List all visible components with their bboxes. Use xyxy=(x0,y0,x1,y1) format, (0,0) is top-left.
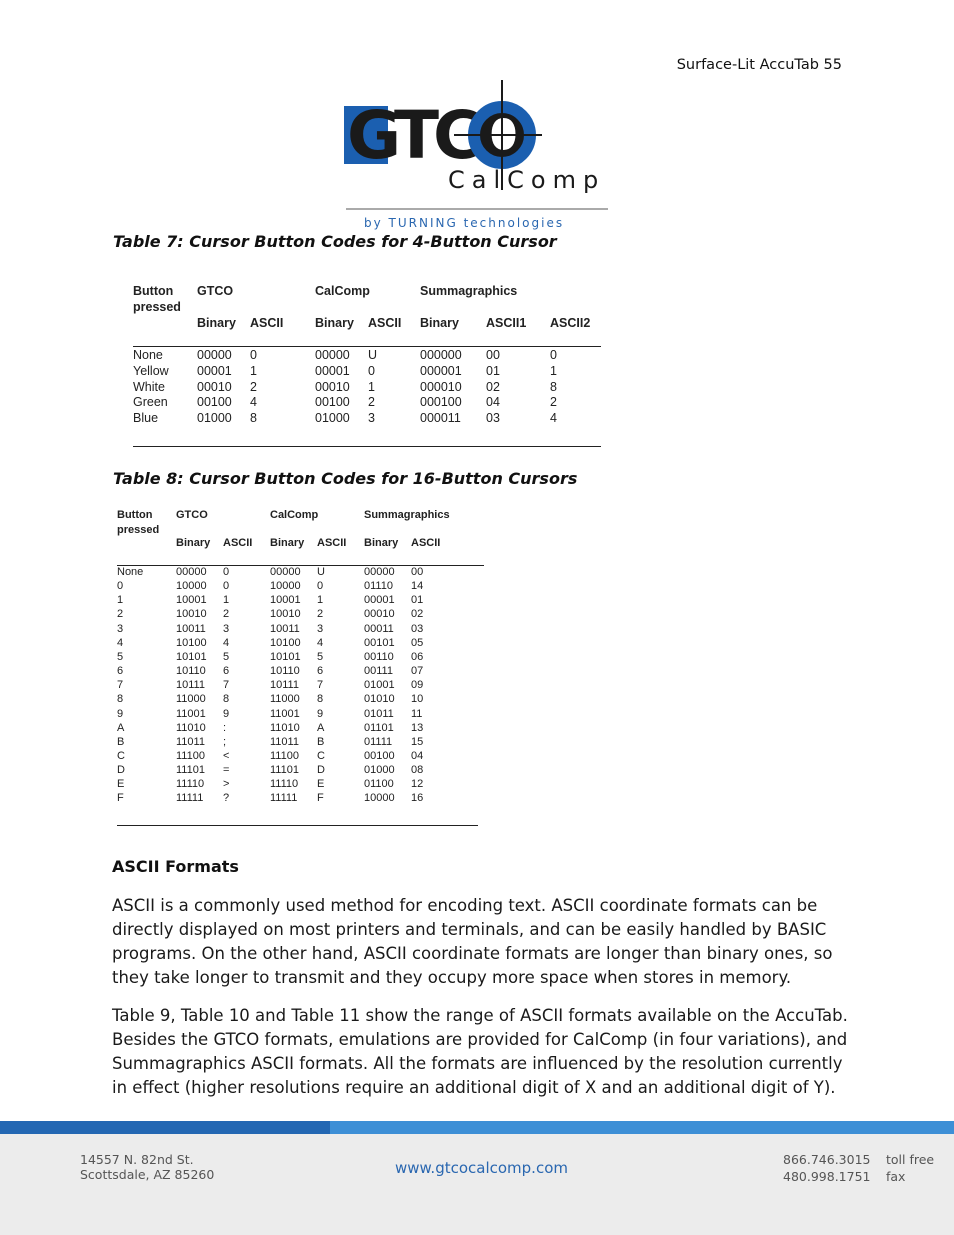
t8-cell-calcomp-ascii: A xyxy=(317,721,325,734)
t8-cell-gtco-binary: 11101 xyxy=(176,764,205,777)
t8-header-calcomp-ascii: ASCII xyxy=(317,537,347,549)
t7-header-calcomp-binary: Binary xyxy=(315,316,354,330)
t8-cell-calcomp-binary: 11000 xyxy=(270,693,300,706)
t7-cell-gtco-ascii: 0 xyxy=(250,348,257,362)
logo-gtco-text: GTCO xyxy=(347,97,526,174)
t8-header-gtco: GTCO xyxy=(176,509,208,521)
t8-cell-calcomp-binary: 10010 xyxy=(270,608,301,621)
t8-cell-calcomp-binary: 11001 xyxy=(270,707,300,720)
t7-header-gtco-ascii: ASCII xyxy=(250,316,284,330)
t8-cell-summa-ascii: 16 xyxy=(411,792,424,805)
t8-cell-gtco-binary: 10001 xyxy=(176,594,207,607)
t7-cell-summa-ascii2: 4 xyxy=(550,411,557,426)
footer-phone-fax: 480.998.1751 xyxy=(783,1169,871,1184)
t7-cell-summa-ascii1: 00 xyxy=(486,348,500,362)
t8-bottom-rule xyxy=(117,825,478,826)
t7-cell-summa-ascii2: 8 xyxy=(550,379,557,394)
t7-cell-summa-ascii1: 04 xyxy=(486,395,500,410)
t7-header-gtco: GTCO xyxy=(197,284,234,298)
t7-cell-gtco-ascii: 8 xyxy=(250,411,257,426)
t7-header-summa-ascii1: ASCII1 xyxy=(486,316,527,330)
paragraph-2: Table 9, Table 10 and Table 11 show the range of ASCII formats available on the AccuTab. Besides the GTCO formats, emulations are provided for CalComp (in four variations), and Summagraphics ASCII formats. All the formats are influenced by the resolution currently in effect (higher resolutions require an additional digit of X and an additional digit of Y). xyxy=(112,1006,848,1097)
t7-header-summagraphics: Summagraphics xyxy=(420,284,518,298)
footer-bar-light xyxy=(330,1121,954,1134)
t8-cell-summa-binary: 01001 xyxy=(364,679,395,692)
t7-cell-button: None xyxy=(133,348,163,362)
t8-cell-summa-ascii: 07 xyxy=(411,665,424,678)
t8-cell-gtco-binary: 11100 xyxy=(176,749,205,762)
t7-cell-calcomp-binary: 01000 xyxy=(315,411,350,426)
table8-caption: Table 8: Cursor Button Codes for 16-Button Cursors xyxy=(113,469,578,488)
t8-cell-button: B xyxy=(117,735,125,748)
t7-cell-summa-ascii2: 1 xyxy=(550,363,557,378)
t7-cell-gtco-binary: 01000 xyxy=(197,411,232,426)
t8-cell-calcomp-binary: 11011 xyxy=(270,735,299,748)
t7-cell-calcomp-binary: 00100 xyxy=(315,395,350,410)
t8-cell-calcomp-ascii: 0 xyxy=(317,580,324,593)
t8-cell-calcomp-binary: 11101 xyxy=(270,764,299,777)
t8-cell-summa-binary: 00110 xyxy=(364,650,394,663)
t8-cell-button: None xyxy=(117,566,144,578)
t7-cell-summa-ascii1: 03 xyxy=(486,411,500,426)
t8-header-button: Button xyxy=(117,509,153,521)
footer-website-link[interactable]: www.gtcocalcomp.com xyxy=(395,1159,568,1177)
t8-cell-summa-binary: 00000 xyxy=(364,566,395,578)
t8-cell-gtco-binary: 10000 xyxy=(176,580,207,593)
t8-cell-calcomp-ascii: 4 xyxy=(317,636,324,649)
logo-tagline: by TURNING technologies xyxy=(364,216,565,230)
t8-cell-button: 3 xyxy=(117,622,124,635)
t8-cell-gtco-binary: 11110 xyxy=(176,778,205,791)
t8-cell-calcomp-binary: 11111 xyxy=(270,792,298,805)
section-title: ASCII Formats xyxy=(112,857,239,876)
t8-cell-calcomp-binary: 10110 xyxy=(270,665,300,678)
t8-cell-summa-binary: 01011 xyxy=(364,707,394,720)
t7-cell-summa-binary: 000011 xyxy=(420,411,461,426)
t8-cell-summa-binary: 00011 xyxy=(364,622,394,635)
t8-cell-calcomp-ascii: B xyxy=(317,735,325,748)
t8-cell-summa-binary: 00100 xyxy=(364,749,395,762)
t7-cell-summa-binary: 000001 xyxy=(420,363,462,378)
t8-header-pressed: pressed xyxy=(117,524,160,536)
t8-cell-calcomp-binary: 10100 xyxy=(270,636,301,649)
t7-cell-calcomp-binary: 00000 xyxy=(315,348,350,362)
t8-cell-gtco-ascii: ? xyxy=(223,792,230,805)
t7-header-calcomp: CalComp xyxy=(315,284,370,298)
t8-cell-calcomp-ascii: 3 xyxy=(317,622,324,635)
t8-header-calcomp-binary: Binary xyxy=(270,537,305,549)
footer-address-line2: Scottsdale, AZ 85260 xyxy=(80,1167,215,1182)
t8-cell-gtco-ascii: 1 xyxy=(223,594,230,607)
t8-cell-calcomp-binary: 11010 xyxy=(270,721,300,734)
t7-header-pressed: pressed xyxy=(133,300,181,314)
t7-cell-summa-binary: 000010 xyxy=(420,379,462,394)
t8-cell-gtco-binary: 10110 xyxy=(176,665,206,678)
t8-cell-summa-binary: 00111 xyxy=(364,665,393,678)
t8-cell-summa-binary: 10000 xyxy=(364,792,395,805)
t8-cell-summa-binary: 00101 xyxy=(364,636,395,649)
t8-cell-calcomp-binary: 10001 xyxy=(270,594,301,607)
t8-cell-button: C xyxy=(117,749,125,762)
footer-address-line1: 14557 N. 82nd St. xyxy=(80,1152,194,1167)
t7-cell-gtco-binary: 00001 xyxy=(197,363,232,378)
t7-cell-summa-ascii2: 2 xyxy=(550,395,557,410)
t8-cell-gtco-ascii: 7 xyxy=(223,679,230,692)
footer-phone-tollfree-label: toll free xyxy=(886,1152,935,1167)
t8-cell-summa-binary: 01101 xyxy=(364,721,394,734)
footer-phone-tollfree: 866.746.3015 xyxy=(783,1152,871,1167)
t7-bottom-rule xyxy=(133,446,601,447)
t8-cell-gtco-binary: 10010 xyxy=(176,608,207,621)
t8-cell-gtco-ascii: = xyxy=(223,764,230,777)
t7-cell-gtco-binary: 00000 xyxy=(197,348,232,362)
t8-cell-summa-ascii: 09 xyxy=(411,679,424,692)
t8-cell-gtco-binary: 00000 xyxy=(176,566,207,578)
t7-cell-summa-ascii2: 0 xyxy=(550,348,557,362)
t8-cell-gtco-ascii: 9 xyxy=(223,707,230,720)
t8-cell-calcomp-binary: 10011 xyxy=(270,622,300,635)
t8-cell-summa-binary: 01111 xyxy=(364,735,393,748)
t8-header-gtco-binary: Binary xyxy=(176,537,211,549)
t7-cell-calcomp-binary: 00001 xyxy=(315,363,350,378)
t7-header-summa-binary: Binary xyxy=(420,316,459,330)
t8-cell-summa-ascii: 02 xyxy=(411,608,424,621)
t8-cell-summa-ascii: 05 xyxy=(411,636,424,649)
t8-cell-gtco-binary: 10101 xyxy=(176,650,207,663)
footer-phone-fax-label: fax xyxy=(886,1169,906,1184)
t8-cell-gtco-binary: 10111 xyxy=(176,679,205,692)
t8-cell-calcomp-ascii: U xyxy=(317,566,325,578)
t8-cell-calcomp-ascii: E xyxy=(317,778,325,791)
t8-cell-calcomp-binary: 10101 xyxy=(270,650,301,663)
t7-cell-button: Yellow xyxy=(133,363,169,378)
t8-cell-button: 8 xyxy=(117,693,124,706)
t7-cell-calcomp-ascii: 2 xyxy=(368,395,375,410)
t8-cell-gtco-ascii: 0 xyxy=(223,580,230,593)
t7-cell-button: Blue xyxy=(133,411,159,426)
t8-cell-summa-binary: 00010 xyxy=(364,608,395,621)
footer-bar-dark xyxy=(0,1121,330,1134)
t7-cell-button: White xyxy=(133,379,165,394)
t8-cell-summa-ascii: 00 xyxy=(411,566,424,578)
t7-cell-calcomp-ascii: 0 xyxy=(368,363,375,378)
t8-cell-button: 6 xyxy=(117,665,124,678)
t7-cell-gtco-binary: 00010 xyxy=(197,379,232,394)
page-footer xyxy=(0,1121,954,1235)
t8-cell-button: 1 xyxy=(117,594,124,607)
t8-cell-calcomp-binary: 11110 xyxy=(270,778,299,791)
t8-cell-gtco-ascii: 5 xyxy=(223,650,230,663)
t7-cell-gtco-binary: 00100 xyxy=(197,395,232,410)
t8-cell-calcomp-ascii: 6 xyxy=(317,665,324,678)
table7-caption: Table 7: Cursor Button Codes for 4-Button Cursor xyxy=(113,232,557,251)
t8-cell-gtco-ascii: 4 xyxy=(223,636,230,649)
t7-cell-summa-ascii1: 01 xyxy=(486,363,500,378)
t8-cell-calcomp-binary: 10111 xyxy=(270,679,299,692)
t8-cell-gtco-binary: 11000 xyxy=(176,693,206,706)
t8-cell-button: F xyxy=(117,792,124,805)
t8-cell-button: A xyxy=(117,721,125,734)
t8-cell-button: E xyxy=(117,778,125,791)
t8-cell-calcomp-ascii: D xyxy=(317,764,325,777)
t8-cell-calcomp-ascii: 9 xyxy=(317,707,324,720)
logo-graphic xyxy=(344,78,612,230)
t8-cell-calcomp-ascii: 7 xyxy=(317,679,324,692)
paragraph-1: ASCII is a commonly used method for encoding text. ASCII coordinate formats can be directly displayed on most printers and terminals, and can be easily handled by BASIC programs. On the other hand, ASCII coordinate formats are longer than binary ones, so they take longer to transmit and they occupy more space when stores in memory. xyxy=(112,896,833,987)
t8-header-summagraphics: Summagraphics xyxy=(364,509,450,521)
t8-cell-summa-ascii: 13 xyxy=(411,721,424,734)
t8-cell-summa-binary: 01000 xyxy=(364,764,395,777)
t8-cell-gtco-binary: 10100 xyxy=(176,636,207,649)
t7-cell-summa-binary: 000100 xyxy=(420,395,462,410)
t8-cell-summa-binary: 01110 xyxy=(364,580,393,593)
t8-header-summa-ascii: ASCII xyxy=(411,537,441,549)
t8-cell-summa-binary: 01010 xyxy=(364,693,395,706)
t8-cell-gtco-binary: 11001 xyxy=(176,707,206,720)
t8-cell-calcomp-ascii: 1 xyxy=(317,594,324,607)
t8-cell-gtco-binary: 11010 xyxy=(176,721,206,734)
t7-cell-summa-binary: 000000 xyxy=(420,348,462,362)
t8-cell-button: 2 xyxy=(117,608,124,621)
t8-cell-summa-binary: 01100 xyxy=(364,778,394,791)
t8-cell-calcomp-binary: 00000 xyxy=(270,566,301,578)
t8-header-calcomp: CalComp xyxy=(270,509,319,521)
t8-cell-calcomp-ascii: F xyxy=(317,792,324,805)
t8-cell-gtco-binary: 10011 xyxy=(176,622,206,635)
t8-cell-button: 0 xyxy=(117,580,124,593)
page-header-title: Surface-Lit AccuTab 55 xyxy=(676,57,842,73)
t7-cell-calcomp-binary: 00010 xyxy=(315,379,350,394)
t8-cell-gtco-binary: 11111 xyxy=(176,792,204,805)
t8-cell-gtco-ascii: < xyxy=(223,749,230,762)
t8-cell-button: D xyxy=(117,764,125,777)
t8-cell-summa-ascii: 06 xyxy=(411,650,424,663)
t8-cell-gtco-ascii: 0 xyxy=(223,566,230,578)
t7-cell-calcomp-ascii: 3 xyxy=(368,411,375,426)
logo-calcomp-text: CalComp xyxy=(448,166,606,194)
t8-header-gtco-ascii: ASCII xyxy=(223,537,253,549)
t8-cell-gtco-ascii: > xyxy=(223,778,230,791)
t7-cell-calcomp-ascii: 1 xyxy=(368,379,375,394)
t8-cell-summa-ascii: 15 xyxy=(411,735,424,748)
t8-cell-calcomp-ascii: C xyxy=(317,749,325,762)
t8-cell-gtco-ascii: 3 xyxy=(223,622,230,635)
gtco-calcomp-logo xyxy=(344,78,612,230)
t8-cell-button: 7 xyxy=(117,679,124,692)
t8-cell-summa-ascii: 04 xyxy=(411,749,424,762)
t7-cell-button: Green xyxy=(133,395,168,410)
t8-cell-summa-ascii: 11 xyxy=(411,707,423,720)
t8-cell-calcomp-ascii: 5 xyxy=(317,650,324,663)
t7-cell-gtco-ascii: 1 xyxy=(250,363,257,378)
t8-cell-button: 9 xyxy=(117,707,124,720)
t8-cell-gtco-binary: 11011 xyxy=(176,735,205,748)
t8-cell-gtco-ascii: : xyxy=(223,721,227,734)
t8-cell-gtco-ascii: 2 xyxy=(223,608,230,621)
t8-cell-button: 5 xyxy=(117,650,124,663)
t8-cell-summa-ascii: 14 xyxy=(411,580,424,593)
t8-header-summa-binary: Binary xyxy=(364,537,399,549)
t7-header-rule xyxy=(133,346,601,347)
t8-cell-calcomp-binary: 11100 xyxy=(270,749,299,762)
t7-cell-gtco-ascii: 4 xyxy=(250,395,257,410)
t8-cell-summa-binary: 00001 xyxy=(364,594,395,607)
t8-cell-gtco-ascii: ; xyxy=(223,735,227,748)
t8-cell-summa-ascii: 10 xyxy=(411,693,424,706)
t7-header-calcomp-ascii: ASCII xyxy=(368,316,402,330)
t8-cell-summa-ascii: 03 xyxy=(411,622,424,635)
t7-header-button: Button xyxy=(133,284,174,298)
t8-cell-calcomp-ascii: 2 xyxy=(317,608,324,621)
t7-cell-summa-ascii1: 02 xyxy=(486,379,500,394)
t7-header-summa-ascii2: ASCII2 xyxy=(550,316,591,330)
t8-cell-summa-ascii: 12 xyxy=(411,778,424,791)
t8-cell-gtco-ascii: 8 xyxy=(223,693,230,706)
t8-cell-button: 4 xyxy=(117,636,124,649)
t7-header-gtco-binary: Binary xyxy=(197,316,236,330)
t8-cell-summa-ascii: 01 xyxy=(411,594,424,607)
t8-cell-gtco-ascii: 6 xyxy=(223,665,230,678)
t8-cell-calcomp-ascii: 8 xyxy=(317,693,324,706)
t7-cell-calcomp-ascii: U xyxy=(368,348,378,362)
t8-cell-summa-ascii: 08 xyxy=(411,764,424,777)
t7-cell-gtco-ascii: 2 xyxy=(250,379,257,394)
t8-cell-calcomp-binary: 10000 xyxy=(270,580,301,593)
